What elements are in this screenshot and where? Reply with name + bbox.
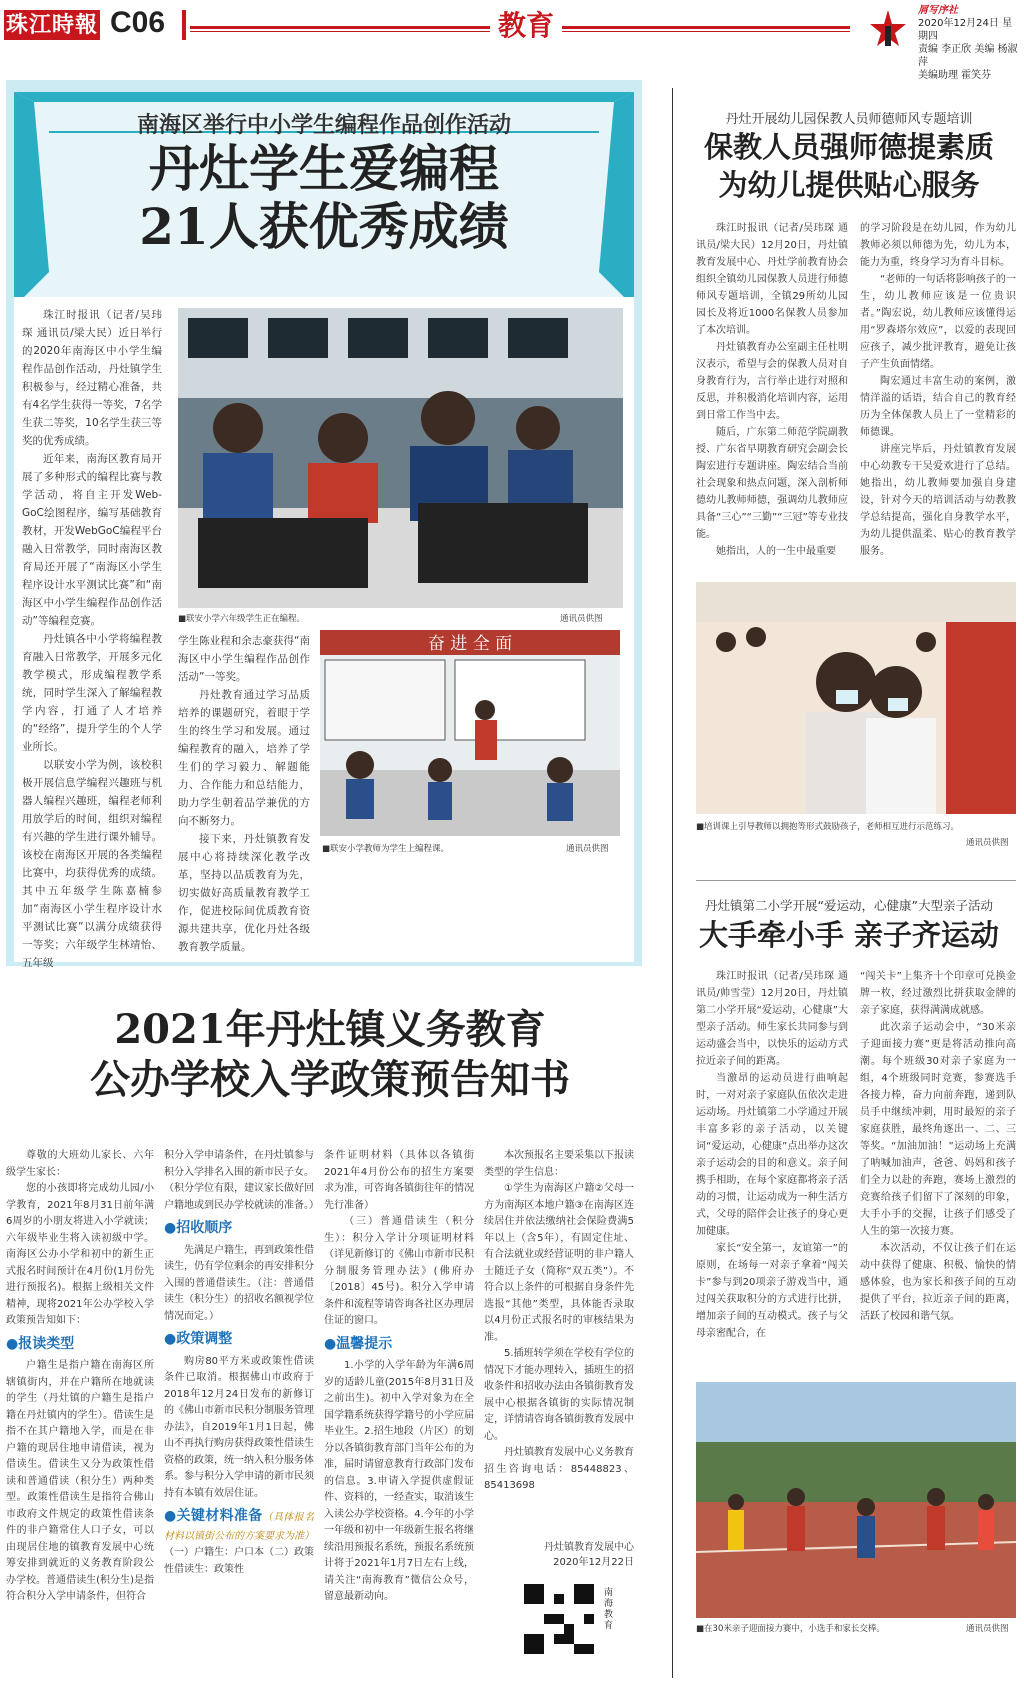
section-heading: ●政策调整 xyxy=(164,1331,233,1347)
section-heading: ●温馨提示 xyxy=(324,1335,393,1352)
article1-subtitle: 南海区举行中小学生编程作品创作活动 xyxy=(136,113,511,138)
article2-column-2 xyxy=(164,1148,319,1678)
article3-column-2 xyxy=(860,220,1016,572)
relay-race-photo xyxy=(696,1382,1016,1618)
paragraph: 1.小学的入学年龄为年满6周岁的适龄儿童(2015年8月31日及之前出生)。初中入学对象为在全国学籍系统获得学籍号的小学应届毕业生。2.招生地段（片区）的划分以各镇街教育部门当年公布的为准，届时请留意教育行政部门发布的信息。3.申请入学提供虚假证件、资料的，一经查实，取消该生入读公办学校资格。4.今年的小学一年级和初中一年级新生报名将继续沿用预报名系统，预报名系统预计将于2021年1月7日左右上线，请关注“南海教育”微信公众号，留意最新动向。 xyxy=(324,1360,474,1602)
paragraph: 她指出，人的一生中最重要 xyxy=(716,546,836,557)
paragraph: 本次活动，不仅让孩子们在运动中获得了健康、积极、愉快的情感体验，也为家长和孩子间的互动提供了平台，拉近亲子间的距离，活跃了校园和谐气氛。 xyxy=(860,1243,1016,1322)
paragraph: 接下来，丹灶镇教育发展中心将持续深化教学改革，坚持以品质教育为先，切实做好高质量教育教学工作，促进校际间优质教育资源共建共享，优化丹灶各级教育教学质量。 xyxy=(178,833,310,953)
paragraph: 讲座完毕后，丹灶镇教育发展中心幼教专干吴爱欢进行了总结。她指出，幼儿教师要加强自身建设，针对今天的培训活动与幼教教学总结提高，强化自身教学水平，为幼儿提供温柔、贴心的教育教学服务。 xyxy=(860,444,1016,557)
paragraph: 尊敬的大班幼儿家长、六年级学生家长： xyxy=(6,1150,154,1178)
article1-photo-1 xyxy=(178,308,623,608)
article2-title-line2: 公办学校入学政策预告知书 xyxy=(90,1056,570,1103)
article2-column-4 xyxy=(484,1148,634,1540)
article3-title-line2: 为幼儿提供贴心服务 xyxy=(718,168,980,202)
article3-column-1 xyxy=(696,220,848,572)
article-divider xyxy=(696,880,1016,881)
article4-column-2 xyxy=(860,968,1016,1372)
editors-line-2: 美编助理 霍笑芬 xyxy=(918,70,992,81)
paragraph: 先满足户籍生，再到政策性借读生，仍有学位剩余的再安排积分入围的普通借读生。（注：普通借读生（积分生）的招收名额视学位情况而定。） xyxy=(164,1244,314,1322)
paragraph: 条件证明材料（具体以各镇街2021年4月份公布的招生方案要求为准，可咨询各镇街往年的情况先行准备） xyxy=(324,1150,474,1211)
editor-box xyxy=(918,4,1022,82)
section-title: 教育 xyxy=(490,4,562,44)
education-logo-icon xyxy=(866,6,910,50)
paragraph: 珠江时报讯（记者/吴玮琛 通讯员/帅雪莹）12月20日，丹灶镇第二小学开展“爱运动，心健康”大型亲子活动。师生家长共同参与到运动盛会当中，以快乐的运动方式拉近亲子间的距离。 xyxy=(696,971,848,1067)
article2-column-1 xyxy=(6,1148,154,1678)
article4-title: 大手牵小手 亲子齐运动 xyxy=(698,918,1000,952)
qr-code-icon[interactable] xyxy=(524,1584,594,1654)
board-text: 奋 进 全 面 xyxy=(427,634,513,654)
paragraph: 家长“安全第一，友谊第一”的原则，在场每一对亲子拿着“闯关卡”参与到20项亲子游戏当中，通过闯关获取积分的方式进行比拼，增加亲子间的互动模式。孩子与父母亲密配合，在 xyxy=(696,1243,848,1339)
issue-date: 2020年12月24日 星期四 xyxy=(918,18,1013,42)
paragraph: 积分入学申请条件，在丹灶镇参与积分入学排名入围的新市民子女。（积分学位有限，建议家长做好回户籍地或到民办学校就读的准备。） xyxy=(164,1150,319,1211)
photo2-caption: ■联安小学教师为学生上编程课。 xyxy=(322,844,450,854)
section-note: （具体报名材料以镇街公布的方案要求为准） xyxy=(164,1512,314,1542)
section-heading: ●报读类型 xyxy=(6,1335,75,1352)
paragraph: “老师的一句话将影响孩子的一生，幼儿教师应该是一位贵识者。”陶宏说，幼儿教师应该懂得运用“罗森塔尔效应”，以爱的表现回应孩子，减少批评教育，避免让孩子产生负面情绪。 xyxy=(860,274,1016,370)
paragraph: 购房80平方米或政策性借读条件已取消。根据佛山市政府于2018年12月24日发布的新修订的《佛山市新市民积分制服务管理办法》，自2019年1月1日起，佛山不再执行购房获得政策性借读生资格的政策，统一纳入积分服务体系。参与积分入学申请的新市民须持有本镇有效居住证。 xyxy=(164,1355,314,1499)
article1-title xyxy=(14,140,634,256)
paragraph: 近年来，南海区教育局开展了多种形式的编程比赛与教学活动，将自主开发Web-GoC绘图程序，编写基础教育教材，开发WebGoC编程平台融入日常教学，同时南海区教育局还开展了“南海区小学生程序设计水平测试比赛”和“南海区中小学生编程作品创作活动”等编程竞赛。 xyxy=(22,453,162,627)
paragraph: 学生陈业程和余志豪获得“南海区中小学生编程作品创作活动”一等奖。 xyxy=(178,635,310,683)
article2-column-3 xyxy=(324,1148,474,1678)
paragraph: ①学生为南海区户籍②父母一方为南海区本地户籍③在南海区连续居住并依法缴纳社会保险费满5年以上（含5年），有固定住址、有合法就业或经营证明的非户籍人士随迁子女（简称“双五类”）。不符合以上条件的可根据自身条件先选报“其他”类型，具体能否录取以4月份正式报名时的审核结果为准。 xyxy=(484,1183,634,1343)
signature-org: 丹灶镇教育发展中心 xyxy=(544,1542,634,1553)
article3-title xyxy=(680,128,1018,204)
article3-title-line1: 保教人员强师德提素质 xyxy=(703,130,994,164)
classroom-photo xyxy=(320,630,620,836)
paragraph: “闯关卡”上集齐十个印章可兑换金牌一枚，经过激烈比拼获取金牌的亲子家庭，获得满满成就感。 xyxy=(860,971,1016,1016)
article4-photo-caption: ■在30米亲子迎面接力赛中，小选手和家长交棒。 xyxy=(696,1624,885,1634)
paragraph: （三）普通借读生（积分生）：积分入学计分项证明材料（详见新修订的《佛山市新市民积分制服务管理办法》(佛府办〔2018〕45号)。积分入学申请条件和流程等请咨询各社区办理居住证的窗口。 xyxy=(324,1216,474,1326)
section-heading xyxy=(164,1508,314,1545)
paragraph: 5.插班转学须在学校有学位的情况下才能办理转入，插班生的招收条件和招收办法由各镇街教育发展中心根据各镇街的实际情况制定，详情请咨询各镇街教育发展中心。 xyxy=(484,1348,634,1442)
editors-line: 责编 李正欣 美编 杨淑萍 xyxy=(918,44,1018,68)
qr-label: 南海教育 xyxy=(604,1588,614,1631)
article1-title-line1: 丹灶学生爱编程 xyxy=(149,139,499,198)
article2-signature xyxy=(484,1540,634,1570)
paragraph: 本次预报名主要采集以下报读类型的学生信息： xyxy=(484,1150,634,1178)
paragraph: 珠江时报讯（记者/吴玮琛 通讯员/梁大民）近日举行的2020年南海区中小学生编程作品创作活动，丹灶镇学生积极参与，经过精心准备，共有4名学生获得一等奖，7名学生获二等奖，10名学生获三等奖的优秀成绩。 xyxy=(22,309,162,447)
article4-column-1 xyxy=(696,968,848,1372)
article1-photo-2 xyxy=(320,630,620,836)
article2-title-line1: 2021年丹灶镇义务教育 xyxy=(114,1006,546,1053)
article1-column-1 xyxy=(22,306,162,969)
students-coding-photo xyxy=(178,308,623,608)
article1-title-line2: 21人获优秀成绩 xyxy=(139,197,509,256)
header-divider xyxy=(182,10,186,40)
paragraph: 丹灶镇各中小学将编程教育融入日常教学，开展多元化教学模式，形成编程教学系统，同时学生深入了解编程教学内容，打通了人才培养的“经络”，提升学生的个人学业所长。 xyxy=(22,633,162,753)
photo1-caption: ■联安小学六年级学生正在编程。 xyxy=(178,614,306,624)
paragraph: 陶宏通过丰富生动的案例，激情洋溢的话语，结合自己的教育经历为全体保教人员上了一堂精彩的师德课。 xyxy=(860,376,1016,438)
article3-photo xyxy=(696,582,1016,814)
paragraph: 以联安小学为例，该校积极开展信息学编程兴趣班与机器人编程兴趣班，编程老师利用放学后的时间，组织对编程有兴趣的学生进行课外辅导。该校在南海区开展的各类编程比赛中，均获得优秀的成绩。其中五年级学生陈嘉楠参加“南海区小学生程序设计水平测试比赛”以满分成绩获得一等奖；六年级学生林靖怡、五年级 xyxy=(22,759,162,969)
article4-photo xyxy=(696,1382,1016,1618)
paragraph: 户籍生是指户籍在南海区所辖镇街内，并在户籍所在地就读的学生（丹灶镇的户籍生是指户籍在丹灶镇内的学生）。借读生是指不在其户籍地入学，而是在非户籍的现居住地申请借读，视为借读生。借读生又分为政策性借读和普通借读（积分生）两种类型。政策性借读生是指符合佛山市政府文件规定的政策性借读条件的非户籍常住人口子女，可以由现居住地的镇教育发展中心统筹安排到就近的义务教育阶段公办学校。普通借读生(积分生)是指符合积分入学申请条件，但符合 xyxy=(6,1360,154,1602)
paragraph: 丹灶镇教育办公室副主任杜明汉表示，希望与会的保教人员对自身教育行为，言行举止进行对照和反思，并积极消化培训内容，运用到日常工作当中去。 xyxy=(696,342,848,421)
masthead-logo: 珠江時報 xyxy=(5,12,98,38)
photo2-credit: 通讯员供图 xyxy=(566,844,609,854)
paragraph: 随后，广东第二师范学院副教授、广东省早期教育研究会副会长陶宏进行专题讲座。陶宏结合当前社会现象和热点问题，深入剖析师德幼儿教师师德，强调幼儿教师应具备“三心”“三勤”“三冠”等专业技能。 xyxy=(696,427,848,540)
paragraph: （一）户籍生：户口本（二）政策性借读生：政策性 xyxy=(164,1547,314,1575)
paragraph: 珠江时报讯（记者/吴玮琛 通讯员/梁大民）12月20日，丹灶镇教育发展中心、丹灶学前教育协会组织全镇幼儿园保教人员进行师德师风专题培训，全镇29所幼儿园园长及将近1000名保教人员参加了本次培训。 xyxy=(696,223,848,336)
paragraph: 的学习阶段是在幼儿园，作为幼儿教师必须以师德为先，幼儿为本，能力为重，终身学习为育斗目标。 xyxy=(860,223,1016,268)
training-hug-photo xyxy=(696,582,1016,814)
photo1-credit: 通讯员供图 xyxy=(560,614,603,624)
article3-photo-caption: ■培训课上引导教师以拥抱等形式鼓励孩子，老师相互进行示范练习。 xyxy=(696,822,960,832)
article1-column-2 xyxy=(178,632,310,953)
paragraph: 当激昂的运动员进行曲响起时，一对对亲子家庭队伍依次走进运动场。丹灶镇第二小学通过开展丰富多彩的亲子活动，以关键词“爱运动，心健康”点出举办这次亲子运动会的目的和意义。亲子间携手相助，在每个家庭都将亲子活动的习惯，让运动成为一种生活方式，父母的陪伴会让孩子的身心更加健康。 xyxy=(696,1073,848,1237)
paragraph: 您的小孩即将完成幼儿园/小学教育，2021年8月31日前年满6周岁的小朋友将进入小学就读；六年级毕业生将入读初级中学。南海区公办小学和初中的新生正式报名时间预计在4月份(1月份先进行预报名)。根据上级相关文件精神，现将2021年公办学校入学政策预告知如下： xyxy=(6,1183,154,1326)
column-title: 屑写序社 xyxy=(918,5,958,16)
article4-photo-credit: 通讯员供图 xyxy=(966,1624,1009,1634)
article3-kicker: 丹灶开展幼儿园保教人员师德师风专题培训 xyxy=(725,112,973,127)
article4-kicker: 丹灶镇第二小学开展“爱运动，心健康”大型亲子活动 xyxy=(705,898,993,913)
paragraph: 此次亲子运动会中，“30米亲子迎面接力赛”更是将活动推向高潮。每个班级30对亲子家庭为一组，4个班级同时竞赛，参赛选手各接力棒，奋力向前奔跑，递到队员手中继续冲刺，用时最短的亲子家庭获胜，最终角逐出一、二、三等奖。“加油加油！”运动场上充满了呐喊加油声，爸爸、妈妈和孩子们全力以赴的奔跑，赛场上激烈的竞赛给孩子们留下了深刻的印象，大手小手的交握，让孩子们感受了人生的第一次接力赛。 xyxy=(860,1022,1016,1237)
section-heading-text: ●关键材料准备 xyxy=(164,1508,263,1524)
section-heading: ●招收顺序 xyxy=(164,1220,233,1236)
signature-date: 2020年12月22日 xyxy=(553,1557,634,1568)
paragraph: 丹灶镇教育发展中心义务教育招生咨询电话：85448823、85413698 xyxy=(484,1447,634,1491)
paragraph: 丹灶教育通过学习品质培养的课题研究，着眼于学生的终生学习和发展。通过编程教育的融入，培养了学生们的学习毅力、解题能力、合作能力和总结能力，助力学生朝着品学兼优的方向不断努力。 xyxy=(178,689,310,827)
article2-title xyxy=(20,1005,640,1105)
article3-photo-credit: 通讯员供图 xyxy=(966,838,1009,848)
page-number: C06 xyxy=(110,6,166,39)
